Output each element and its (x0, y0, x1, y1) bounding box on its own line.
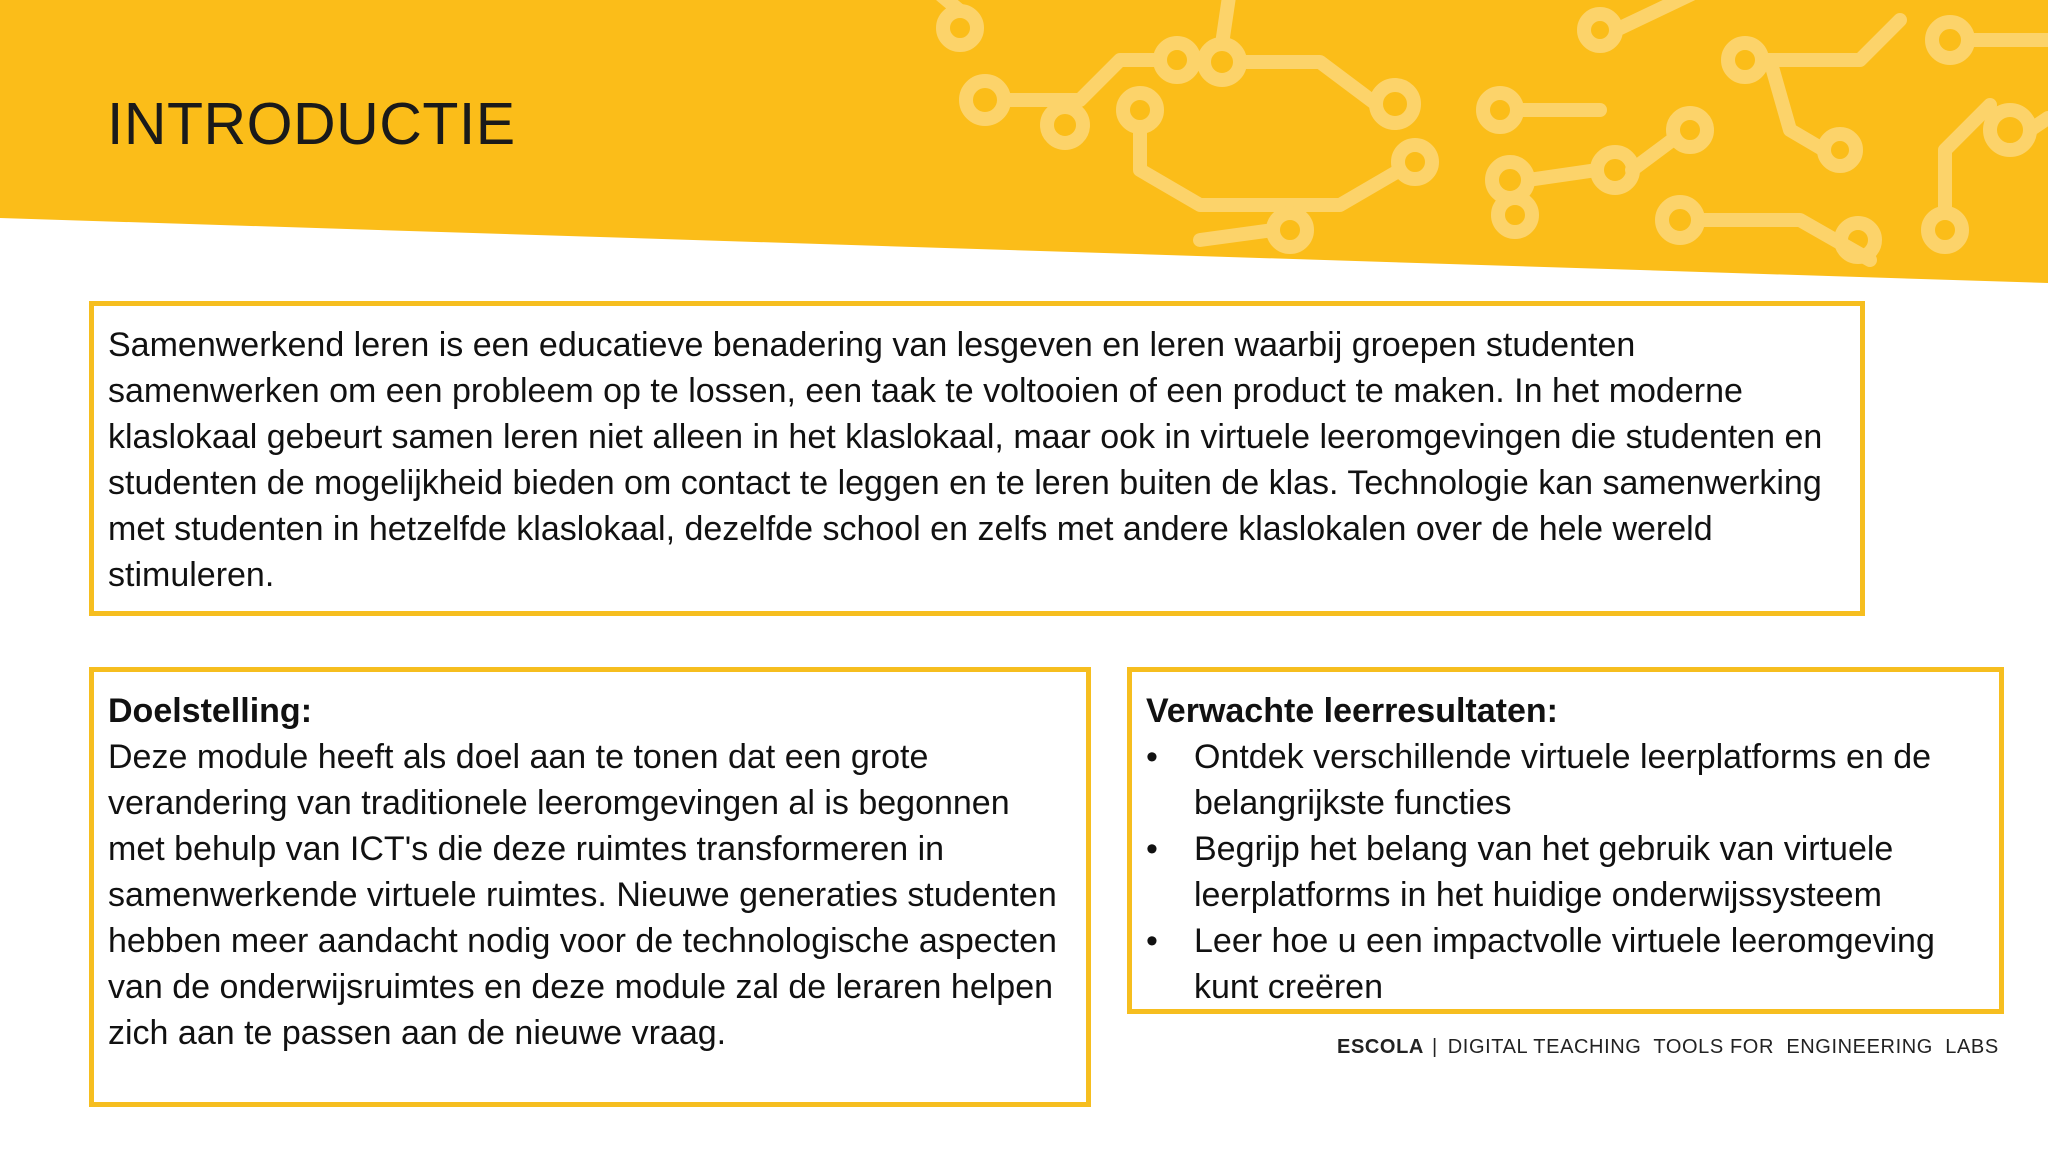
learning-outcomes-heading: Verwachte leerresultaten: (1146, 692, 1558, 730)
learning-outcomes-box (1127, 667, 2004, 1014)
bullet-icon: • (1146, 830, 1158, 868)
list-item (1146, 734, 1985, 826)
learning-outcomes-list (1146, 734, 1985, 1010)
introduction-box (89, 301, 1865, 616)
footer-brand: ESCOLA (1337, 1036, 1424, 1058)
list-item-text: Begrijp het belang van het gebruik van virtuele leerplatforms in het huidige onderwijssysteem (1194, 830, 1894, 914)
footer-tagline: DIGITAL TEACHING TOOLS FOR ENGINEERING LABS (1447, 1036, 1999, 1058)
bullet-icon: • (1146, 922, 1158, 960)
list-item (1146, 826, 1985, 918)
bullet-icon: • (1146, 738, 1158, 776)
footer-separator: | (1431, 1036, 1438, 1058)
objective-heading: Doelstelling: (108, 692, 313, 730)
footer (1337, 1036, 1999, 1059)
list-item (1146, 918, 1985, 1010)
introduction-text: Samenwerkend leren is een educatieve benadering van lesgeven en leren waarbij groepen studenten samenwerken om een probleem op te lossen, een taak te voltooien of een product te maken. In het moderne klaslokaal gebeurt samen leren niet alleen in het klaslokaal, maar ook in virtuele leeromgevingen die studenten en studenten de mogelijkheid bieden om contact te leggen en te leren buiten de klas. Technologie kan samenwerking met studenten in hetzelfde klaslokaal, dezelfde school en zelfs met andere klaslokalen over de hele wereld stimuleren. (108, 326, 1823, 594)
objective-box (89, 667, 1091, 1107)
list-item-text: Ontdek verschillende virtuele leerplatforms en de belangrijkste functies (1194, 738, 1932, 822)
objective-text: Deze module heeft als doel aan te tonen dat een grote verandering van traditionele leeromgevingen al is begonnen met behulp van ICT's die deze ruimtes transformeren in samenwerkende virtuele ruimtes. Nieuwe generaties studenten hebben meer aandacht nodig voor de technologische aspecten van de onderwijsruimtes en deze module zal de leraren helpen zich aan te passen aan de nieuwe vraag. (108, 738, 1057, 1052)
slide-title: INTRODUCTIE (107, 91, 516, 157)
list-item-text: Leer hoe u een impactvolle virtuele leeromgeving kunt creëren (1194, 922, 1935, 1006)
